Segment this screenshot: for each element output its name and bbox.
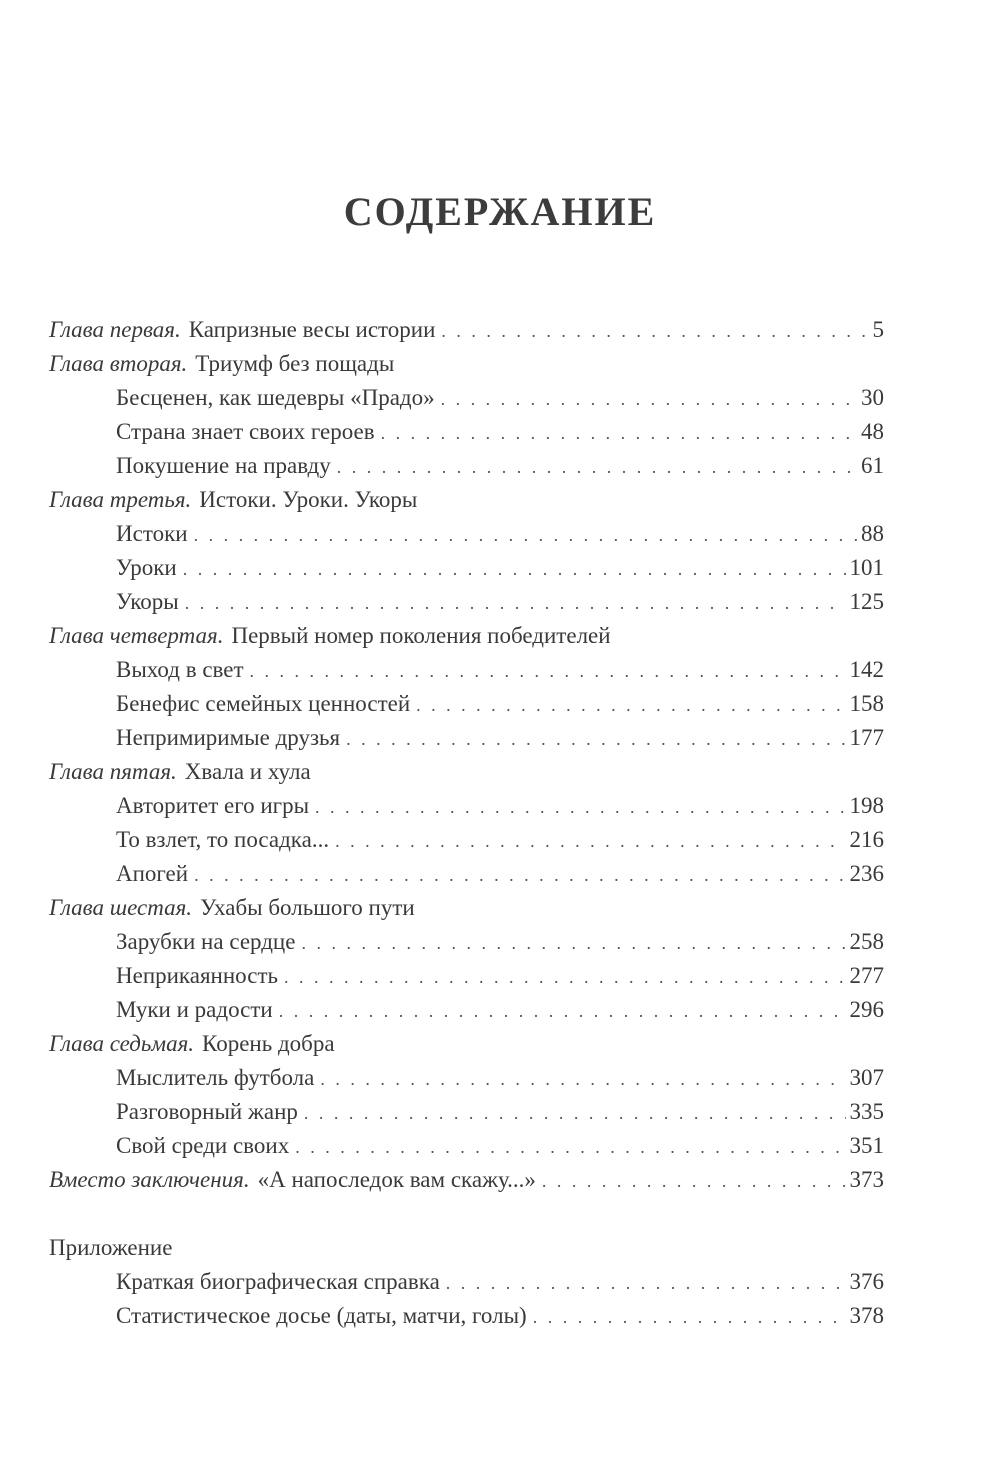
page-number: 307 (849, 1065, 884, 1090)
chapter-prefix: Глава первая. (49, 317, 181, 342)
toc-chapter-3[interactable] (49, 483, 884, 517)
page-number: 258 (849, 929, 884, 954)
dot-leader (381, 416, 857, 450)
page-number: 158 (849, 691, 884, 716)
chapter-title: Триумф без пощады (195, 351, 395, 376)
dot-leader (301, 926, 845, 960)
dot-leader (304, 1096, 846, 1130)
toc-section[interactable] (116, 1299, 884, 1333)
page-number: 373 (849, 1167, 884, 1192)
toc-chapter-7[interactable] (49, 1027, 884, 1061)
section-title: Разговорный жанр (116, 1099, 298, 1124)
chapter-title: Капризные весы истории (188, 317, 436, 342)
dot-leader (441, 382, 857, 416)
page-number: 378 (849, 1303, 884, 1328)
section-title: Истоки (116, 521, 188, 546)
chapter-prefix: Вместо заключения. (49, 1167, 250, 1192)
page-number: 125 (849, 589, 884, 614)
chapter-prefix: Глава третья. (49, 487, 192, 512)
section-title: Укоры (116, 589, 179, 614)
toc-section[interactable] (116, 449, 884, 483)
dot-leader (185, 586, 846, 620)
section-title: Статистическое досье (даты, матчи, голы) (116, 1303, 527, 1328)
section-title: Уроки (116, 555, 177, 580)
toc-section[interactable] (116, 925, 884, 959)
toc-section[interactable] (116, 381, 884, 415)
page-number: 101 (849, 555, 884, 580)
section-title: Страна знает своих героев (116, 419, 375, 444)
chapter-title: «А напоследок вам скажу...» (257, 1167, 536, 1192)
toc-section[interactable] (116, 959, 884, 993)
section-title: Неприкаянность (116, 963, 278, 988)
chapter-prefix: Глава седьмая. (49, 1031, 195, 1056)
toc-section[interactable] (116, 687, 884, 721)
toc-section[interactable] (116, 517, 884, 551)
page-number: 142 (849, 657, 884, 682)
toc-section[interactable] (116, 789, 884, 823)
page-number: 198 (849, 793, 884, 818)
toc-section[interactable] (116, 857, 884, 891)
page-number: 277 (849, 963, 884, 988)
toc-chapter-1[interactable] (49, 313, 884, 347)
page-number: 30 (861, 385, 884, 410)
page-number: 216 (849, 827, 884, 852)
page-number: 48 (861, 419, 884, 444)
section-title: Бенефис семейных ценностей (116, 691, 411, 716)
page-number: 296 (849, 997, 884, 1022)
chapter-prefix: Глава четвертая. (49, 623, 224, 648)
section-title: Свой среди своих (116, 1133, 290, 1158)
chapter-prefix: Глава шестая. (49, 895, 193, 920)
toc-chapter-5[interactable] (49, 755, 884, 789)
toc-section[interactable] (116, 1061, 884, 1095)
toc-section[interactable] (116, 551, 884, 585)
page-number: 88 (861, 521, 884, 546)
toc-chapter-2[interactable] (49, 347, 884, 381)
page-number: 236 (849, 861, 884, 886)
section-title: Краткая биографическая справка (116, 1269, 440, 1294)
section-title: Выход в свет (116, 657, 244, 682)
section-title: Апогей (116, 861, 189, 886)
dot-leader (194, 518, 857, 552)
toc-appendix[interactable] (49, 1231, 884, 1265)
chapter-prefix: Глава пятая. (49, 759, 177, 784)
toc-section[interactable] (116, 653, 884, 687)
dot-leader (337, 450, 857, 484)
chapter-title: Истоки. Уроки. Укоры (199, 487, 418, 512)
page-number: 351 (849, 1133, 884, 1158)
toc-section[interactable] (116, 721, 884, 755)
toc-section[interactable] (116, 1265, 884, 1299)
toc-section[interactable] (116, 1129, 884, 1163)
page-number: 5 (872, 317, 884, 342)
page-title: СОДЕРЖАНИЕ (343, 189, 657, 234)
section-title: Зарубки на сердце (116, 929, 296, 954)
dot-leader (279, 994, 846, 1028)
toc-section[interactable] (116, 993, 884, 1027)
toc-conclusion[interactable] (49, 1163, 884, 1197)
section-title: Непримиримые друзья (116, 725, 341, 750)
section-title: Покушение на правду (116, 453, 331, 478)
chapter-title: Корень добра (202, 1031, 335, 1056)
toc-section[interactable] (116, 1095, 884, 1129)
dot-leader (346, 722, 845, 756)
toc-section[interactable] (116, 585, 884, 619)
toc-section[interactable] (116, 415, 884, 449)
appendix-title: Приложение (49, 1235, 173, 1260)
dot-leader (542, 1164, 846, 1198)
dot-leader (320, 1062, 845, 1096)
toc-chapter-4[interactable] (49, 619, 884, 653)
section-title: То взлет, то посадка... (116, 827, 330, 852)
toc-chapter-6[interactable] (49, 891, 884, 925)
dot-leader (315, 790, 845, 824)
dot-leader (250, 654, 846, 688)
section-title: Мыслитель футбола (116, 1065, 315, 1090)
section-title: Бесценен, как шедевры «Прадо» (116, 385, 435, 410)
page-number: 376 (849, 1269, 884, 1294)
chapter-title: Хвала и хула (184, 759, 311, 784)
dot-leader (183, 552, 846, 586)
section-title: Муки и радости (116, 997, 273, 1022)
chapter-prefix: Глава вторая. (49, 351, 188, 376)
dot-leader (284, 960, 846, 994)
dot-leader (416, 688, 845, 722)
chapter-title: Ухабы большого пути (200, 895, 415, 920)
page-number: 177 (849, 725, 884, 750)
page-number: 335 (849, 1099, 884, 1124)
dot-leader (441, 314, 868, 348)
dot-leader (295, 1130, 845, 1164)
dot-leader (194, 858, 845, 892)
chapter-title: Первый номер поколения победителей (231, 623, 611, 648)
dot-leader (335, 824, 845, 858)
dot-leader (446, 1266, 846, 1300)
toc-section[interactable] (116, 823, 884, 857)
section-title: Авторитет его игры (116, 793, 310, 818)
page-number: 61 (861, 453, 884, 478)
dot-leader (533, 1300, 846, 1334)
